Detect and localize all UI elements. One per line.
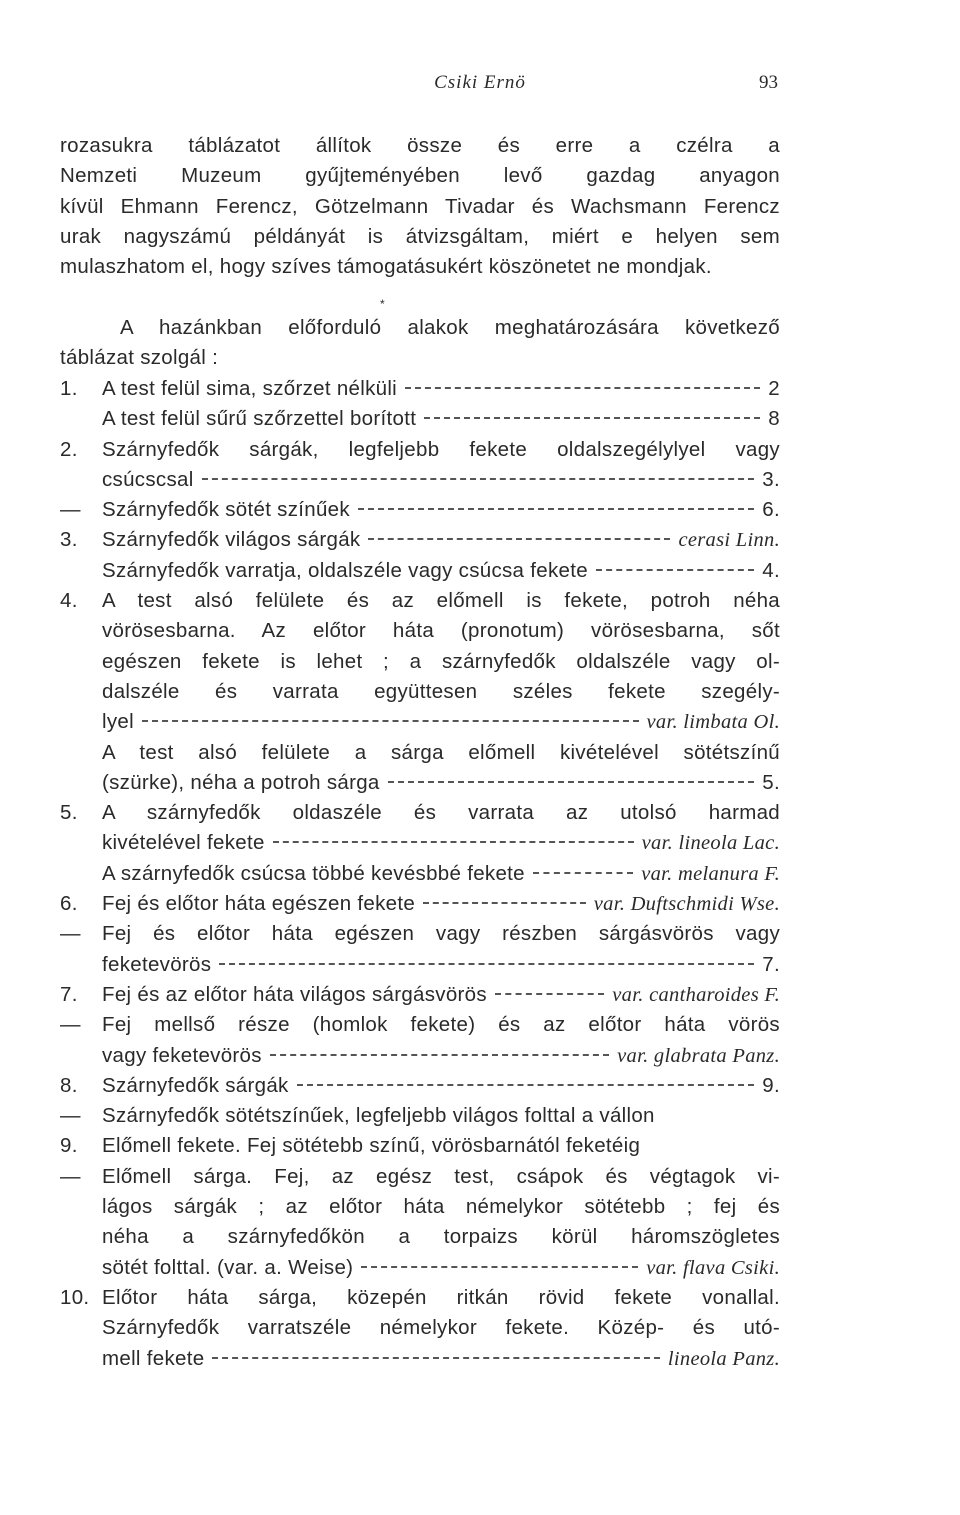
key-row-text: (szürke), néha a potroh sárga [102, 770, 380, 794]
key-row-text: mell fekete [102, 1346, 205, 1370]
leader-dashes [495, 993, 604, 995]
leader-dashes [297, 1084, 755, 1086]
key-row [60, 435, 780, 465]
key-row-text: Fej mellső része (homlok fekete) és az előtor háta vörös [102, 1013, 780, 1037]
key-row [60, 1131, 780, 1161]
key-row-target: lineola Panz. [667, 1347, 780, 1370]
key-row [60, 1344, 780, 1374]
key-row-text: Szárnyfedők sárgák [102, 1073, 289, 1097]
key-row-text: Előtor háta sárga, közepén ritkán rövid fekete vonallal. [102, 1285, 780, 1309]
key-row-text: kivételével fekete [102, 831, 265, 855]
section-separator: * [380, 297, 385, 311]
leader-dashes [596, 569, 754, 571]
key-row [60, 495, 780, 525]
key-row-text: Előmell sárga. Fej, az egész test, csápok és végtagok vi- [102, 1164, 780, 1188]
key-row-target: 9. [762, 1073, 780, 1097]
key-row [60, 616, 780, 646]
leader-dashes [388, 781, 755, 783]
key-row-text: A test alsó felülete a sárga előmell kivételével sötétszínű [102, 740, 780, 764]
key-row-text: Szárnyfedők világos sárgák [102, 528, 361, 552]
key-row-target: 2 [768, 377, 780, 400]
key-row [60, 404, 780, 434]
running-header-author: Csiki Ernö [434, 72, 526, 93]
key-row [60, 950, 780, 980]
leader-dashes [368, 538, 670, 540]
key-row-text: Szárnyfedők varratszéle némelykor fekete. Közép- és utó- [102, 1316, 780, 1340]
key-row [60, 828, 780, 858]
leader-dashes [142, 720, 639, 722]
key-row-number: 9. [60, 1134, 78, 1158]
key-row-text: Szárnyfedők varratja, oldalszéle vagy csúcsa fekete [102, 558, 588, 582]
key-row-number: 5. [60, 801, 78, 825]
key-row-number: — [60, 922, 81, 946]
key-row [60, 1283, 780, 1313]
key-row-text: vagy feketevörös [102, 1043, 262, 1067]
key-row-target: var. flava Csiki. [646, 1256, 780, 1279]
key-row-number: — [60, 1164, 81, 1188]
key-row-text: Szárnyfedők sötét színűek [102, 498, 350, 522]
leader-dashes [361, 1266, 638, 1268]
key-row [60, 1010, 780, 1040]
key-row [60, 374, 780, 404]
key-intro-line: A hazánkban előforduló alakok meghatározására következő [120, 316, 780, 339]
key-row-target: var. lineola Lac. [641, 832, 780, 855]
key-row [60, 525, 780, 555]
key-row-text: feketevörös [102, 952, 212, 976]
key-row [60, 738, 780, 768]
key-row [60, 465, 780, 495]
leader-dashes [405, 387, 760, 389]
leader-dashes [273, 841, 634, 843]
leader-dashes [423, 902, 586, 904]
key-row [60, 647, 780, 677]
key-row-target: 7. [762, 952, 780, 976]
key-row-number: 7. [60, 982, 78, 1006]
key-row [60, 859, 780, 889]
key-row-number: 8. [60, 1073, 78, 1097]
intro-line: Nemzeti Muzeum gyűjteményében levő gazdag anyagon [60, 164, 780, 188]
key-row-number: — [60, 1013, 81, 1037]
leader-dashes [424, 417, 760, 419]
leader-dashes [219, 963, 754, 965]
key-row-text: A szárnyfedők oldaszéle és varrata az utolsó harmad [102, 801, 780, 825]
key-row-text: A szárnyfedők csúcsa többé kevésbbé fekete [102, 861, 525, 885]
intro-line: kívül Ehmann Ferencz, Götzelmann Tivadar és Wachsmann Ferencz [60, 194, 780, 218]
key-row-number: — [60, 498, 81, 522]
key-row [60, 1192, 780, 1222]
key-row-text: Előmell fekete. Fej sötétebb színű, vörösbarnától feketéig [102, 1134, 641, 1158]
leader-dashes [533, 872, 633, 874]
key-row-target: 8 [768, 407, 780, 431]
key-row [60, 586, 780, 616]
key-row-text: néha a szárnyfedőkön a torpaizs körül háromszögletes [102, 1225, 780, 1249]
key-row-target: cerasi Linn. [678, 529, 780, 552]
intro-paragraph [60, 131, 780, 282]
key-row-text: Szárnyfedők sötétszínűek, legfeljebb világos folttal a vállon [102, 1104, 655, 1128]
key-row-number: 1. [60, 377, 78, 400]
key-row-text: Fej és előtor háta egészen fekete [102, 892, 416, 916]
key-row-text: egészen fekete is lehet ; a szárnyfedők oldalszéle vagy ol- [102, 649, 780, 673]
key-row-target: 4. [762, 558, 780, 582]
intro-line: urak nagyszámú példányát is átvizsgáltam, miért e helyen sem [60, 224, 780, 248]
key-row-text: Szárnyfedők sárgák, legfeljebb fekete oldalszegélylyel vagy [102, 437, 780, 461]
key-row-target: var. Duftschmidi Wse. [593, 893, 780, 916]
key-row-text: lyel [102, 710, 134, 734]
key-row [60, 798, 780, 828]
leader-dashes [358, 508, 754, 510]
key-row [60, 889, 780, 919]
key-row-number: — [60, 1104, 81, 1128]
key-row-number: 10. [60, 1285, 90, 1309]
key-row-text: dalszéle és varrata együttesen széles fekete szegély- [102, 679, 780, 703]
key-row-text: sötét folttal. (var. a. Weise) [102, 1255, 354, 1279]
key-row [60, 1162, 780, 1192]
key-intro-line: táblázat szolgál : [60, 346, 219, 370]
key-row-target: 5. [762, 770, 780, 794]
key-row-number: 3. [60, 528, 78, 552]
key-row-target: var. cantharoides F. [612, 983, 780, 1006]
key-row-target: var. melanura F. [641, 862, 780, 885]
key-row [60, 1313, 780, 1343]
key-row-number: 4. [60, 589, 78, 613]
key-row-text: Fej és előtor háta egészen vagy részben sárgásvörös vagy [102, 922, 780, 946]
key-row-text: A test felül sima, szőrzet nélküli [102, 377, 398, 400]
leader-dashes [270, 1054, 609, 1056]
key-row-number: 2. [60, 437, 78, 461]
leader-dashes [212, 1357, 659, 1359]
key-row [60, 1041, 780, 1071]
key-row-target: var. glabrata Panz. [617, 1044, 780, 1067]
intro-line: mulaszhatom el, hogy szíves támogatásukért köszönetet ne mondjak. [60, 255, 712, 279]
key-row-target: 3. [762, 467, 780, 491]
key-row-target: var. limbata Ol. [646, 711, 780, 734]
key-row [60, 677, 780, 707]
key-row [60, 1071, 780, 1101]
key-intro-paragraph [60, 313, 780, 374]
key-row [60, 768, 780, 798]
intro-line: rozasukra táblázatot állítok össze és erre a czélra a [60, 134, 780, 157]
leader-dashes [202, 478, 755, 480]
key-row [60, 980, 780, 1010]
key-row-text: A test alsó felülete és az előmell is fekete, potroh néha [102, 589, 780, 613]
key-row-text: A test felül sűrű szőrzettel borított [102, 407, 417, 431]
key-row [60, 919, 780, 949]
key-row [60, 1222, 780, 1252]
key-row-text: lágos sárgák ; az előtor háta némelykor sötétebb ; fej és [102, 1195, 780, 1219]
key-row-target: 6. [762, 498, 780, 522]
key-row [60, 1253, 780, 1283]
key-row-text: csúcscsal [102, 467, 194, 491]
page-number: 93 [759, 72, 778, 93]
key-row-text: vörösesbarna. Az előtor háta (pronotum) vörösesbarna, sőt [102, 619, 780, 643]
key-row [60, 1101, 780, 1131]
key-row [60, 556, 780, 586]
identification-key [60, 374, 780, 1374]
key-row [60, 707, 780, 737]
key-row-text: Fej és az előtor háta világos sárgásvörös [102, 982, 487, 1006]
key-row-number: 6. [60, 892, 78, 916]
